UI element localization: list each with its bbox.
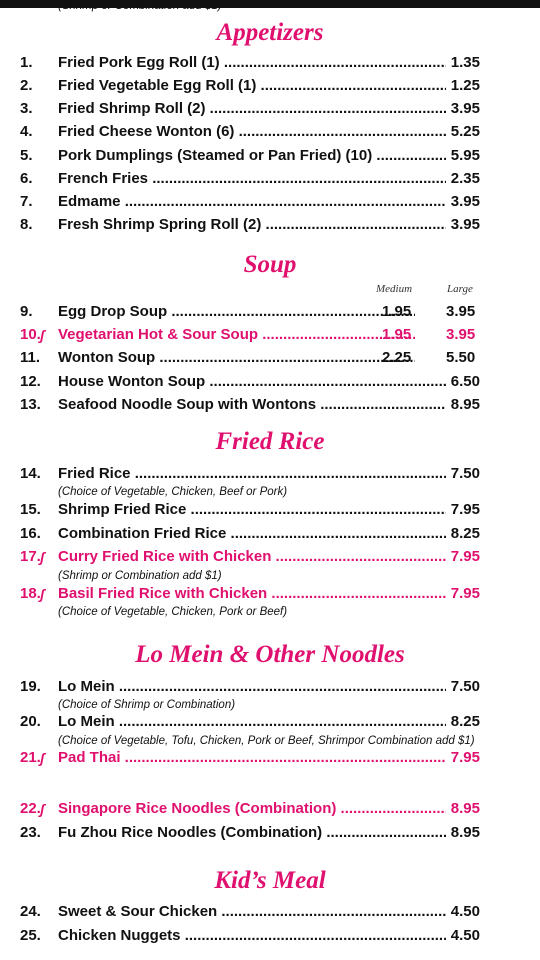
menu-item (0, 463, 540, 485)
item-number: 4. (20, 123, 33, 140)
chili-icon: ʃ (40, 586, 45, 602)
menu-item (0, 371, 540, 393)
item-name: Fried Shrimp Roll (2) ..... (58, 98, 446, 120)
item-name: Fried Vegetable Egg Roll (1) ..... (58, 75, 446, 97)
item-number: 22. (20, 800, 41, 817)
item-number: 16. (20, 525, 41, 542)
section-title-lo-mein: Lo Mein & Other Noodles (135, 641, 405, 668)
item-number: 7. (20, 193, 33, 210)
item-price: 8.95 (450, 394, 480, 416)
menu-item (0, 52, 540, 74)
item-number: 13. (20, 396, 41, 413)
item-name: Singapore Rice Noodles (Combination) ..... (58, 798, 446, 820)
item-name: Vegetarian Hot & Sour Soup ..... (58, 324, 415, 346)
item-number: 10. (20, 326, 41, 343)
item-number: 24. (20, 903, 41, 920)
item-note: (Shrimp or Combination add $1) (58, 570, 222, 582)
item-note: (Choice of Shrimp or Combination) (58, 699, 236, 711)
menu-item (0, 121, 540, 143)
menu-item (0, 499, 540, 521)
item-name: Fried Pork Egg Roll (1) ..... (58, 52, 446, 74)
item-number: 6. (20, 170, 33, 187)
item-price: 8.25 (450, 711, 480, 733)
item-number: 5. (20, 147, 33, 164)
menu-item (0, 347, 540, 369)
item-price-medium: 1.95 (382, 303, 412, 320)
item-name: Curry Fried Rice with Chicken ..... (58, 546, 446, 568)
menu-item (0, 901, 540, 923)
item-number: 18. (20, 585, 41, 602)
item-note: (Shrimp or Combination add $1) (58, 0, 222, 12)
item-price-large: 3.95 (446, 326, 476, 343)
item-number: 19. (20, 678, 41, 695)
item-name: Chicken Nuggets ..... (58, 925, 446, 947)
item-price: 1.35 (450, 52, 480, 74)
item-number: 8. (20, 216, 33, 233)
item-name: Shrimp Fried Rice ..... (58, 499, 446, 521)
item-number: 21. (20, 749, 41, 766)
item-price-medium: 2.25 (382, 349, 412, 366)
item-name: Fresh Shrimp Spring Roll (2) ..... (58, 214, 446, 236)
chili-icon: ʃ (40, 801, 45, 817)
item-price: 7.50 (450, 463, 480, 485)
item-price: 4.50 (450, 925, 480, 947)
item-name: Egg Drop Soup ..... (58, 301, 415, 323)
item-number: 2. (20, 77, 33, 94)
menu-item (0, 676, 540, 698)
item-note: (Choice of Vegetable, Chicken, Pork or Beef) (58, 606, 288, 618)
item-number: 11. (20, 349, 41, 366)
item-name: Lo Mein ..... (58, 676, 446, 698)
section-title-fried-rice: Fried Rice (215, 428, 325, 455)
menu-item (0, 583, 540, 605)
item-name: Fu Zhou Rice Noodles (Combination) ..... (58, 822, 446, 844)
item-price: 7.95 (450, 499, 480, 521)
column-header-medium: Medium (376, 283, 413, 295)
item-price: 7.95 (450, 583, 480, 605)
chili-icon: ʃ (40, 549, 45, 565)
item-number: 15. (20, 501, 41, 518)
section-title-appetizers: Appetizers (216, 19, 324, 46)
column-header-large: Large (447, 283, 473, 295)
item-name: French Fries ..... (58, 168, 446, 190)
menu-item (0, 822, 540, 844)
menu-item (0, 798, 540, 820)
menu-item (0, 98, 540, 120)
item-name: Pad Thai ..... (58, 747, 446, 769)
menu-item (0, 191, 540, 213)
item-note: (Choice of Vegetable, Tofu, Chicken, Pork or Beef, Shrimpor Combination add $1) (58, 735, 475, 747)
item-number: 9. (20, 303, 33, 320)
item-price: 5.25 (450, 121, 480, 143)
menu-item (0, 394, 540, 416)
item-number: 12. (20, 373, 41, 390)
item-price: 3.95 (450, 214, 480, 236)
item-price: 2.35 (450, 168, 480, 190)
menu-item (0, 324, 540, 346)
menu-item (0, 301, 540, 323)
item-name: Seafood Noodle Soup with Wontons ..... (58, 394, 446, 416)
item-price: 3.95 (450, 98, 480, 120)
chili-icon: ʃ (40, 327, 45, 343)
menu-item (0, 168, 540, 190)
section-title-kids-meal: Kid’s Meal (214, 867, 326, 894)
item-name: Fried Rice ..... (58, 463, 446, 485)
item-number: 23. (20, 824, 41, 841)
item-price: 1.25 (450, 75, 480, 97)
item-price-medium: 1.95 (382, 326, 412, 343)
item-price: 7.50 (450, 676, 480, 698)
menu-item (0, 711, 540, 733)
menu-item (0, 747, 540, 769)
item-name: Edmame ..... (58, 191, 446, 213)
item-price: 8.25 (450, 523, 480, 545)
menu-item (0, 546, 540, 568)
item-price: 6.50 (450, 371, 480, 393)
item-name: Lo Mein ..... (58, 711, 446, 733)
menu-item (0, 214, 540, 236)
menu-item (0, 523, 540, 545)
section-title-soup: Soup (243, 251, 297, 278)
item-price: 8.95 (450, 798, 480, 820)
item-number: 20. (20, 713, 41, 730)
item-number: 25. (20, 927, 41, 944)
item-price-large: 5.50 (446, 349, 476, 366)
item-price: 5.95 (450, 145, 480, 167)
item-name: Sweet & Sour Chicken ..... (58, 901, 446, 923)
item-number: 14. (20, 465, 41, 482)
item-note: (Choice of Vegetable, Chicken, Beef or Pork) (58, 486, 288, 498)
item-name: Fried Cheese Wonton (6) ..... (58, 121, 446, 143)
item-price: 3.95 (450, 191, 480, 213)
menu-item (0, 145, 540, 167)
item-name: Combination Fried Rice ..... (58, 523, 446, 545)
menu-item (0, 75, 540, 97)
item-price-large: 3.95 (446, 303, 476, 320)
item-number: 1. (20, 54, 33, 71)
item-name: Basil Fried Rice with Chicken ..... (58, 583, 446, 605)
item-price: 8.95 (450, 822, 480, 844)
item-price: 4.50 (450, 901, 480, 923)
item-price: 7.95 (450, 546, 480, 568)
item-name: House Wonton Soup ..... (58, 371, 446, 393)
chili-icon: ʃ (40, 750, 45, 766)
item-price: 7.95 (450, 747, 480, 769)
item-name: Pork Dumplings (Steamed or Pan Fried) (10) ..... (58, 145, 446, 167)
menu-item (0, 925, 540, 947)
item-name: Wonton Soup ..... (58, 347, 415, 369)
item-number: 3. (20, 100, 33, 117)
item-number: 17. (20, 548, 41, 565)
